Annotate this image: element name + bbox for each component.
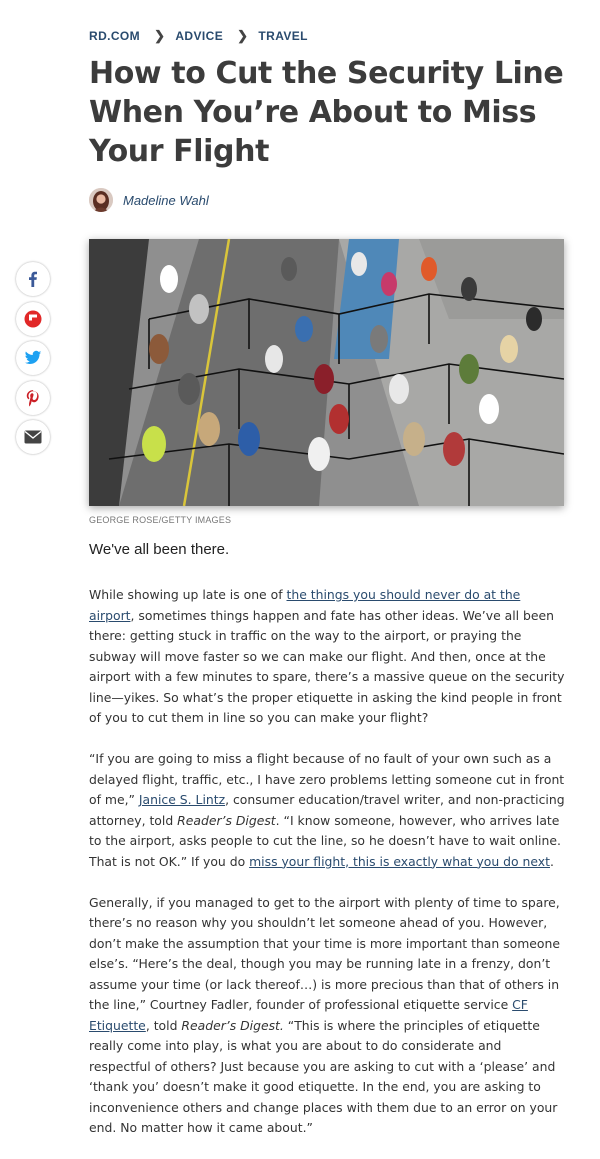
- paragraph-text: , told: [145, 1017, 182, 1033]
- flipboard-icon: [24, 310, 42, 328]
- link-never-do-at-airport[interactable]: the things you should never do at the airport: [89, 587, 521, 623]
- paragraph-3: [89, 893, 567, 1139]
- paragraph-text: “This is where the principles of etiquette really come into play, is what you are about to do considerate and respectful of others? Just because you are asking to cut with a ‘please’ and ‘thank you’ doesn’t make it good etiquette. In the end, you are asking to inconvenience others and change places with them due to an error on your end. No matter how it came about.”: [89, 1017, 558, 1135]
- link-miss-your-flight[interactable]: miss your flight, this is exactly what you do next: [249, 853, 550, 869]
- image-credit: GEORGE ROSE/GETTY IMAGES: [89, 515, 232, 525]
- publication-name: Reader’s Digest: [177, 812, 276, 828]
- author-byline: [89, 188, 209, 212]
- share-twitter-button[interactable]: [16, 341, 50, 375]
- twitter-icon: [24, 349, 42, 367]
- share-facebook-button[interactable]: [16, 262, 50, 296]
- breadcrumb-home[interactable]: RD.COM: [89, 29, 141, 43]
- publication-name: Reader’s Digest.: [181, 1017, 284, 1033]
- email-icon: [24, 430, 42, 444]
- paragraph-text: .: [550, 853, 554, 869]
- breadcrumb-advice[interactable]: ADVICE: [175, 29, 224, 43]
- author-avatar[interactable]: [89, 188, 113, 212]
- chevron-right-icon: ❯: [237, 28, 249, 43]
- share-flipboard-button[interactable]: [16, 302, 50, 336]
- article-body: [89, 585, 567, 1159]
- pinterest-icon: [24, 389, 42, 407]
- paragraph-text: , consumer education/travel writer, and non-practicing attorney, told: [89, 792, 565, 828]
- paragraph-text: “If you are going to miss a flight because of no fault of your own such as a delayed flight, traffic, etc., I have zero problems letting someone cut in front of me,”: [89, 751, 565, 807]
- article-title: How to Cut the Security Line When You’re About to Miss Your Flight: [89, 56, 564, 169]
- hero-image: [89, 239, 564, 506]
- paragraph-text: Generally, if you managed to get to the airport with plenty of time to spare, there’s no reason why you shouldn’t let someone ahead of you. However, don’t make the assumption that your time is more important than someone else’s. “Here’s the deal, though you may be running late in a frenzy, don’t assume your time (or lack thereof…) is more precious than that of others in the line,” Courtney Fadler, founder of professional etiquette service: [89, 894, 560, 1012]
- share-bar: [16, 262, 50, 460]
- paragraph-text: . “I know someone, however, who arrives late to the airport, asks people to cut the line, so he doesn’t have to wait online. That is not OK.” If you do: [89, 812, 561, 869]
- link-cf-etiquette[interactable]: CF Etiquette: [89, 997, 528, 1033]
- share-pinterest-button[interactable]: [16, 381, 50, 415]
- facebook-icon: [24, 270, 42, 288]
- paragraph-2: [89, 749, 567, 872]
- paragraph-text: While showing up late is one of: [89, 587, 287, 602]
- share-email-button[interactable]: [16, 420, 50, 454]
- chevron-right-icon: ❯: [154, 28, 166, 43]
- link-janice-lintz[interactable]: Janice S. Lintz: [138, 792, 226, 807]
- paragraph-1: [89, 585, 567, 729]
- breadcrumb: [89, 28, 308, 44]
- breadcrumb-travel[interactable]: TRAVEL: [258, 29, 308, 43]
- article-dek: We've all been there.: [89, 541, 230, 558]
- author-name-link[interactable]: Madeline Wahl: [123, 192, 209, 208]
- paragraph-text: , sometimes things happen and fate has other ideas. We’ve all been there: getting stuck in traffic on the way to the airport, or praying the subway will move faster so we can make our flight. And then, once at the airport with a few minutes to spare, there’s a massive queue on the security line—yikes. So what’s the proper etiquette in asking the kind people in front of you to cut them in line so you can make your flight?: [89, 607, 565, 725]
